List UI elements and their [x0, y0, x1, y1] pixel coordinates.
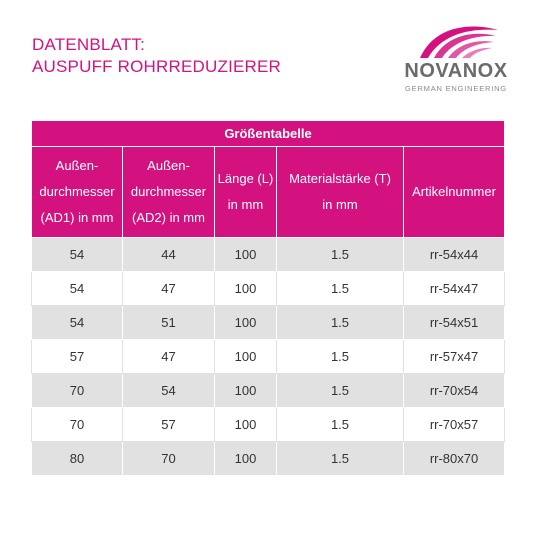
- column-header-material-thickness: Materialstärke (T) in mm: [277, 147, 404, 238]
- cell-ad2: 44: [123, 238, 215, 272]
- cell-ad1: 70: [32, 408, 123, 442]
- cell-length: 100: [215, 408, 277, 442]
- column-header-length: Länge (L) in mm: [215, 147, 277, 238]
- cell-length: 100: [215, 374, 277, 408]
- cell-thickness: 1.5: [277, 374, 404, 408]
- cell-ad2: 47: [123, 272, 215, 306]
- table-row: [32, 442, 505, 476]
- cell-length: 100: [215, 340, 277, 374]
- table-row: [32, 272, 505, 306]
- table-row: [32, 306, 505, 340]
- table-caption: Größentabelle: [32, 121, 505, 147]
- cell-ad2: 70: [123, 442, 215, 476]
- cell-article: rr-70x57: [404, 408, 505, 442]
- cell-thickness: 1.5: [277, 340, 404, 374]
- table-row: [32, 374, 505, 408]
- cell-length: 100: [215, 238, 277, 272]
- cell-ad1: 54: [32, 306, 123, 340]
- cell-length: 100: [215, 306, 277, 340]
- column-header-article-number: Artikelnummer: [404, 147, 505, 238]
- cell-thickness: 1.5: [277, 306, 404, 340]
- title-line-1: DATENBLATT:: [32, 35, 146, 54]
- column-header-ad2: Außen- durchmesser (AD2) in mm: [123, 147, 215, 238]
- cell-length: 100: [215, 442, 277, 476]
- cell-thickness: 1.5: [277, 442, 404, 476]
- cell-ad2: 57: [123, 408, 215, 442]
- cell-thickness: 1.5: [277, 408, 404, 442]
- title-line-2: AUSPUFF ROHRREDUZIERER: [32, 57, 282, 76]
- cell-length: 100: [215, 272, 277, 306]
- cell-ad1: 57: [32, 340, 123, 374]
- cell-ad2: 47: [123, 340, 215, 374]
- cell-article: rr-54x44: [404, 238, 505, 272]
- logo-tagline: GERMAN ENGINEERING: [405, 84, 507, 93]
- novanox-logo: [400, 20, 512, 98]
- cell-ad1: 54: [32, 272, 123, 306]
- cell-article: rr-54x47: [404, 272, 505, 306]
- datasheet-title: [32, 34, 281, 78]
- table-row: [32, 238, 505, 272]
- cell-ad2: 51: [123, 306, 215, 340]
- table-row: [32, 340, 505, 374]
- cell-ad1: 54: [32, 238, 123, 272]
- cell-ad1: 70: [32, 374, 123, 408]
- cell-ad2: 54: [123, 374, 215, 408]
- cell-article: rr-70x54: [404, 374, 505, 408]
- cell-ad1: 80: [32, 442, 123, 476]
- cell-article: rr-54x51: [404, 306, 505, 340]
- column-header-ad1: Außen- durchmesser (AD1) in mm: [32, 147, 123, 238]
- cell-article: rr-57x47: [404, 340, 505, 374]
- logo-brand-text: NOVANOX: [404, 60, 508, 82]
- table-row: [32, 408, 505, 442]
- cell-thickness: 1.5: [277, 272, 404, 306]
- size-table: [31, 120, 505, 476]
- cell-article: rr-80x70: [404, 442, 505, 476]
- logo-swoosh-icon: [412, 20, 500, 60]
- cell-thickness: 1.5: [277, 238, 404, 272]
